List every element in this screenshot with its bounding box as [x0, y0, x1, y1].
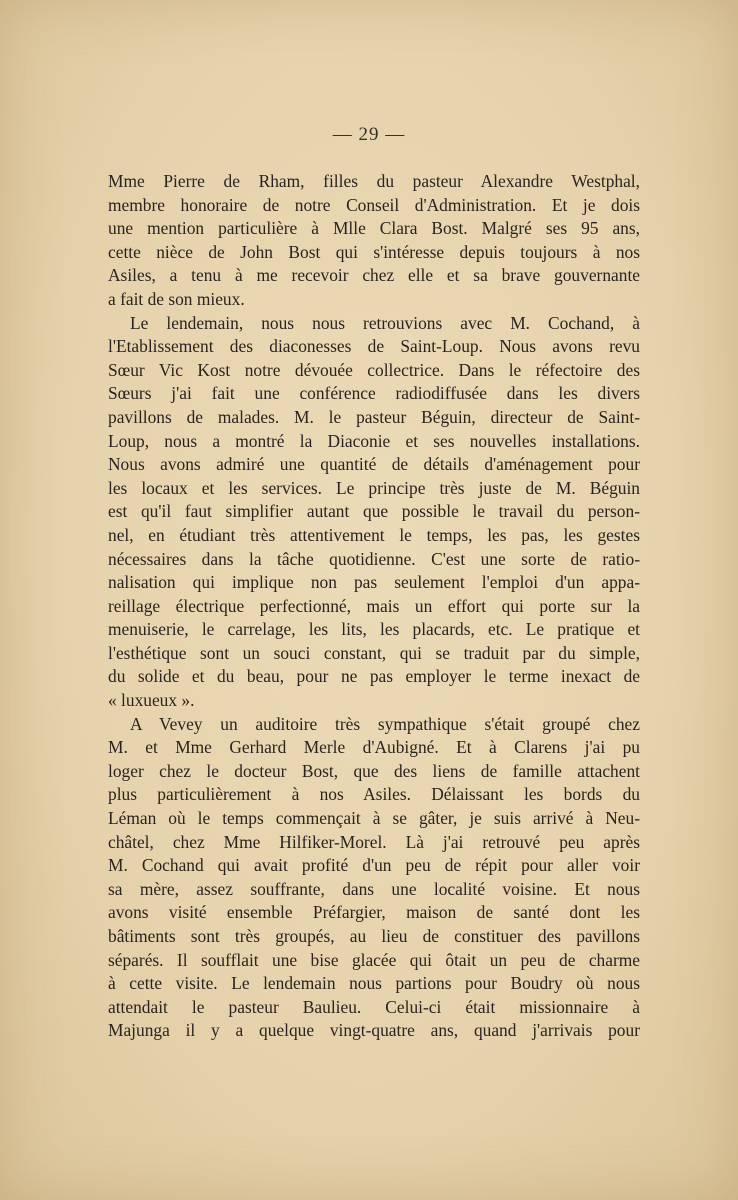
text-line: attendait le pasteur Baulieu. Celui-ci était missionnaire à — [108, 996, 640, 1017]
text-line: sa mère, assez souffrante, dans une localité voisine. Et nous — [108, 878, 640, 899]
text-line: a fait de son mieux. — [108, 288, 245, 309]
text-line: pavillons de malades. M. le pasteur Béguin, directeur de Saint- — [108, 406, 640, 427]
text-line: Majunga il y a quelque vingt-quatre ans, quand j'arrivais pour — [108, 1020, 640, 1041]
text-line: Nous avons admiré une quantité de détails d'aménagement pour — [108, 454, 640, 475]
text-line: cette nièce de John Bost qui s'intéresse depuis toujours à nos — [108, 241, 640, 262]
body-text — [108, 170, 640, 1043]
text-line: Léman où le temps commençait à se gâter, je suis arrivé à Neu- — [108, 808, 640, 829]
text-line: Le lendemain, nous nous retrouvions avec M. Cochand, à — [130, 312, 640, 333]
text-line: du solide et du beau, pour ne pas employer le terme inexact de — [108, 666, 640, 687]
text-line: menuiserie, le carrelage, les lits, les placards, etc. Le pratique et — [108, 619, 640, 640]
text-line: châtel, chez Mme Hilfiker-Morel. Là j'ai retrouvé peu après — [108, 831, 640, 852]
text-line: Sœurs j'ai fait une conférence radiodiffusée dans les divers — [108, 383, 640, 404]
text-line: nécessaires dans la tâche quotidienne. C'est une sorte de ratio- — [108, 548, 640, 569]
text-line: les locaux et les services. Le principe très juste de M. Béguin — [108, 477, 640, 498]
text-line: est qu'il faut simplifier autant que possible le travail du person- — [108, 501, 640, 522]
text-line: bâtiments sont très groupés, au lieu de constituer des pavillons — [108, 926, 640, 946]
text-line: nalisation qui implique non pas seulement l'emploi d'un appa- — [108, 572, 640, 593]
text-line: avons visité ensemble Préfargier, maison de santé dont les — [108, 902, 640, 923]
text-line: Sœur Vic Kost notre dévouée collectrice. Dans le réfectoire des — [108, 359, 640, 380]
text-line: « luxueux ». — [108, 690, 195, 711]
text-line: plus particulièrement à nos Asiles. Délaissant les bords du — [108, 784, 640, 805]
text-line: reillage électrique perfectionné, mais un effort qui porte sur la — [108, 595, 640, 616]
text-line: Loup, nous a montré la Diaconie et ses nouvelles installations. — [108, 430, 640, 451]
text-line: Mme Pierre de Rham, filles du pasteur Alexandre Westphal, — [108, 171, 640, 191]
page-number: — 29 — — [332, 124, 406, 145]
text-line: nel, en étudiant très attentivement le temps, les pas, les gestes — [108, 524, 640, 545]
text-line: l'Etablissement des diaconesses de Saint-Loup. Nous avons revu — [108, 336, 640, 357]
text-line: Asiles, a tenu à me recevoir chez elle et sa brave gouvernante — [108, 265, 640, 286]
text-line: A Vevey un auditoire très sympathique s'était groupé chez — [130, 713, 640, 734]
text-line: membre honoraire de notre Conseil d'Administration. Et je dois — [108, 194, 640, 215]
text-line: une mention particulière à Mlle Clara Bost. Malgré ses 95 ans, — [108, 218, 640, 239]
text-line: séparés. Il soufflait une bise glacée qui ôtait un peu de charme — [108, 949, 640, 970]
text-line: M. et Mme Gerhard Merle d'Aubigné. Et à Clarens j'ai pu — [108, 737, 640, 758]
text-line: loger chez le docteur Bost, que des liens de famille attachent — [108, 760, 640, 781]
text-line: M. Cochand qui avait profité d'un peu de répit pour aller voir — [108, 855, 640, 876]
text-line: l'esthétique sont un souci constant, qui se traduit par du simple, — [108, 642, 640, 663]
text-line: à cette visite. Le lendemain nous partions pour Boudry où nous — [108, 973, 640, 994]
